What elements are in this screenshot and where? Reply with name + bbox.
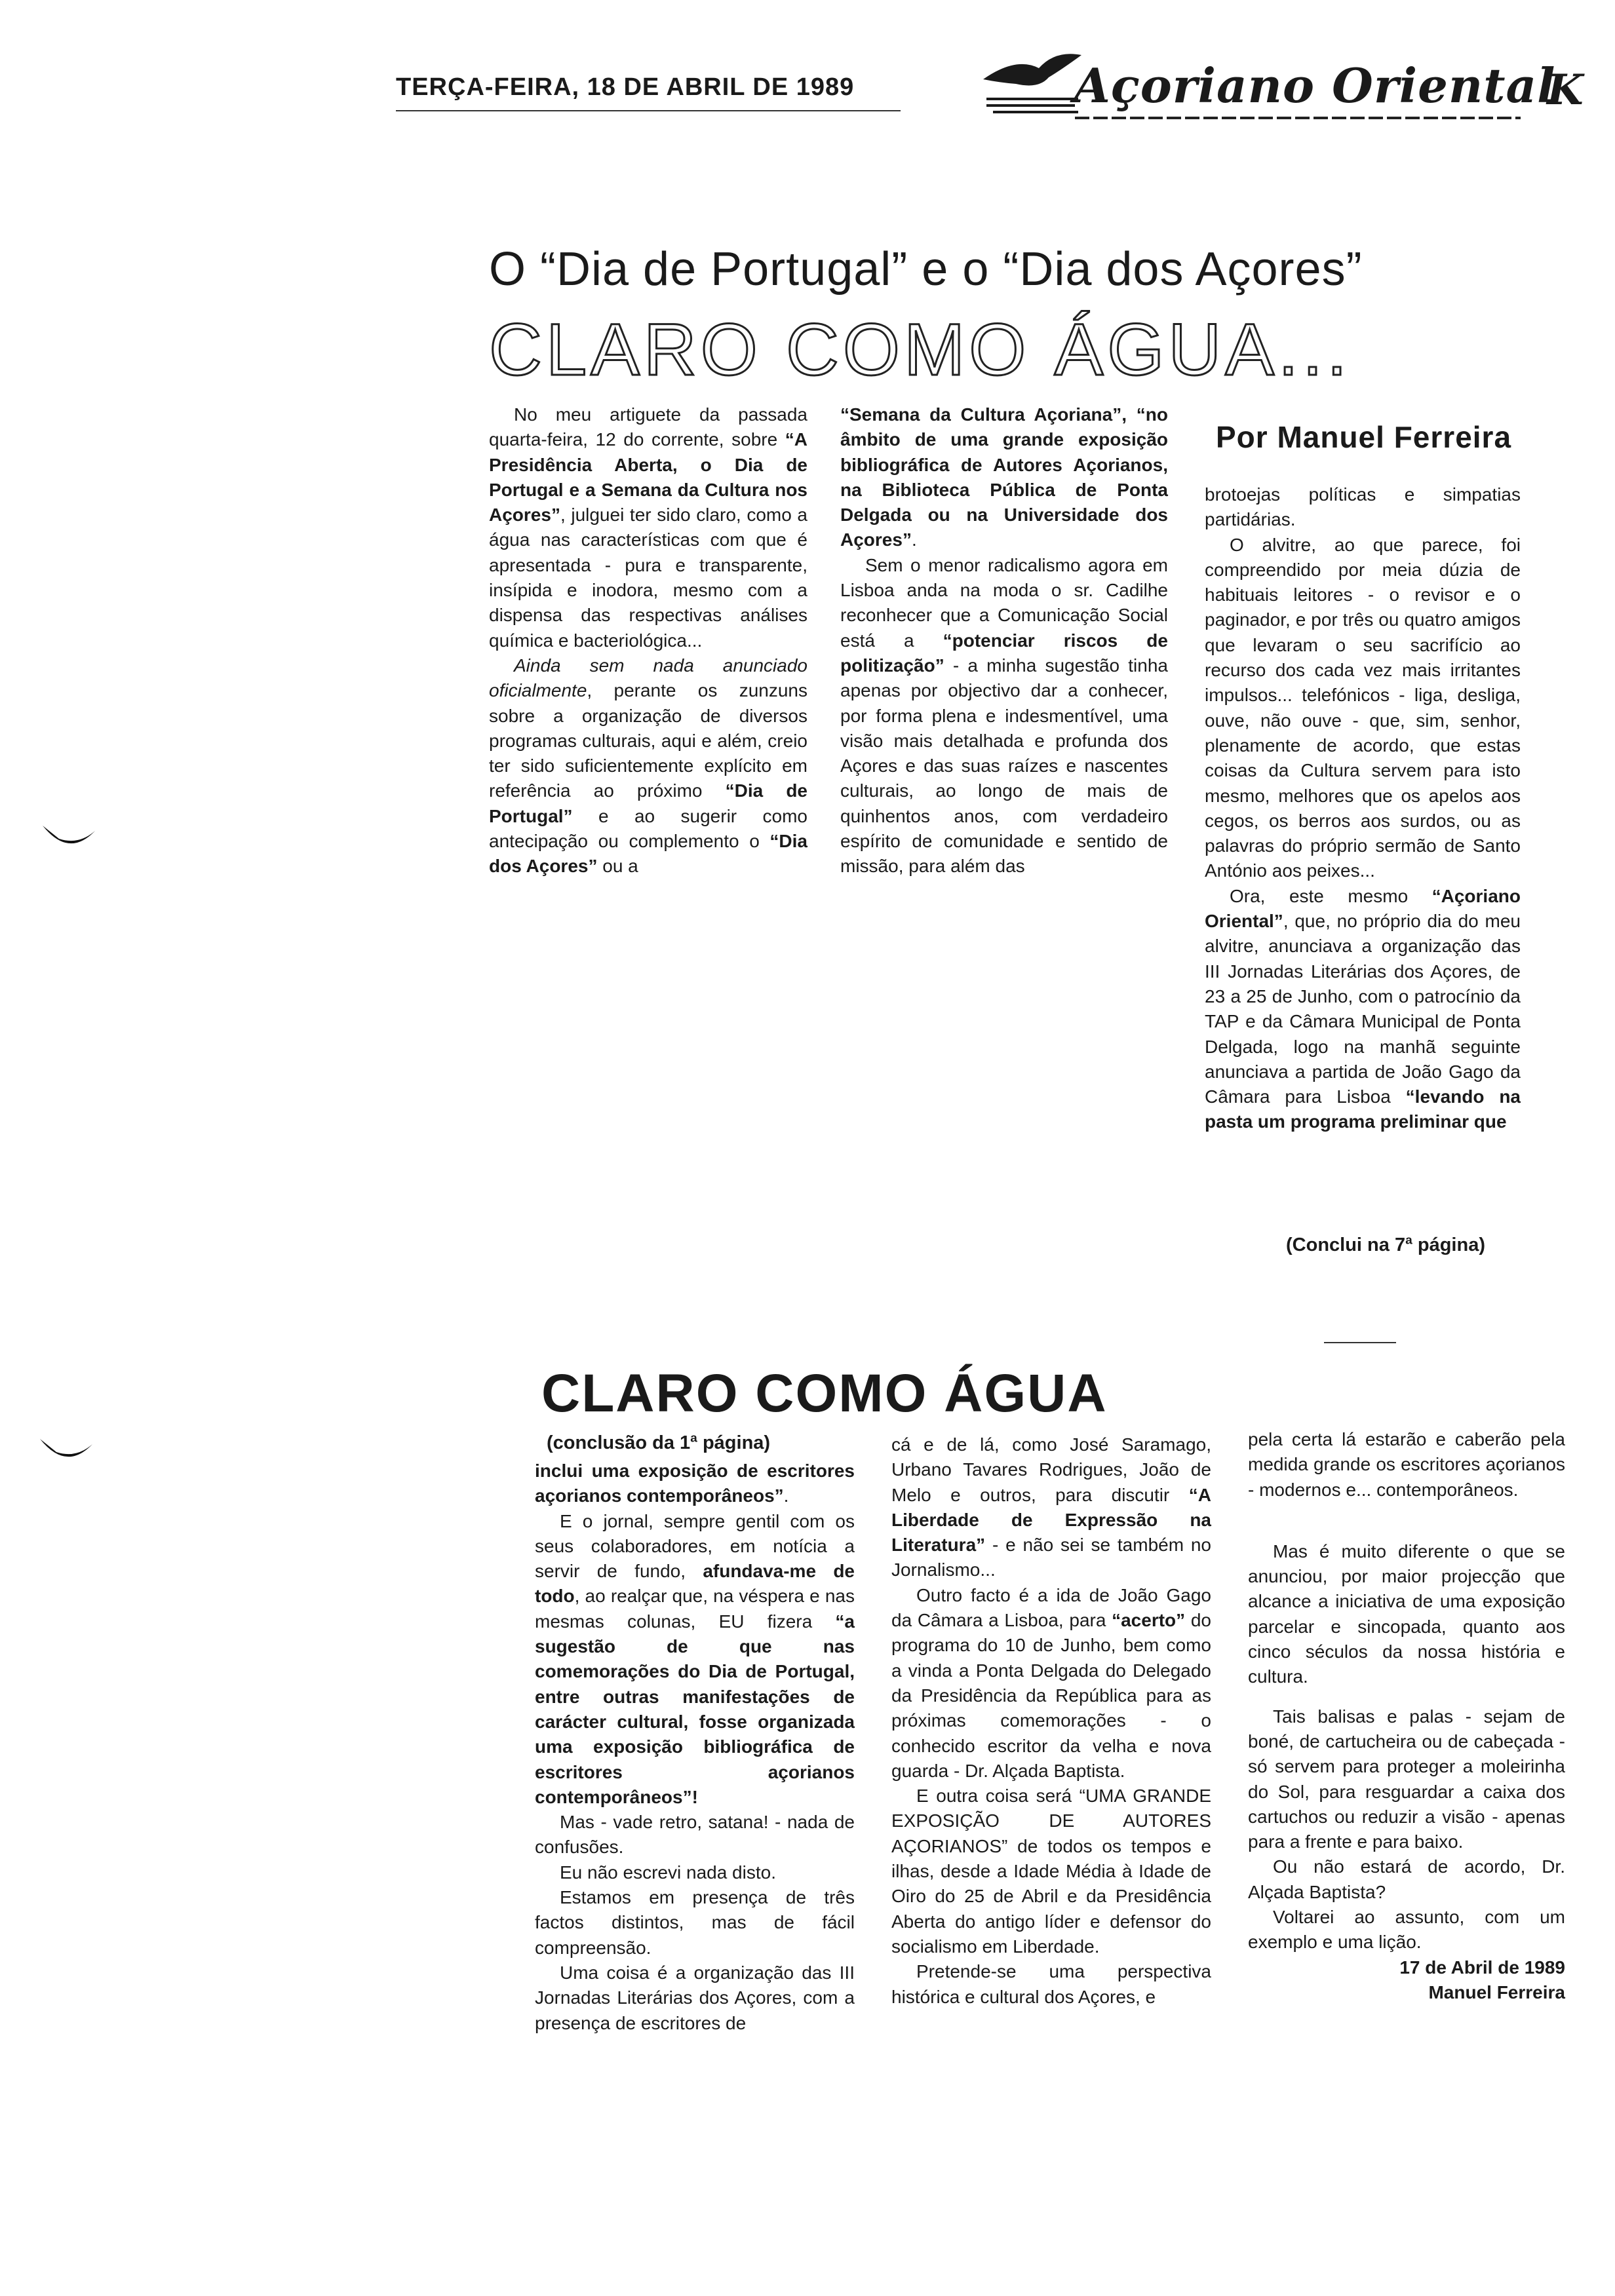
a2c3-p1: Mas é muito diferente o que se anunciou, por maior projecção que alcance a iniciativa de uma exposição parcelar e sincopada, quanto aos cinco séculos da nossa história e cultura.: [1248, 1540, 1565, 1687]
a2c1-p1-text: E o jornal, sempre gentil com os seus colaboradores, em notícia a servir de fundo,: [535, 1510, 855, 1582]
article1-author: Por Manuel Ferreira: [1216, 420, 1512, 454]
a2c3-p2: Tais balisas e palas - sejam de boné, de cartucheira ou de cabeçada - só servem para proteger a moleirinha do Sol, para resguardar a caixa dos cartuchos ou reduzir a visão - apenas para a frente e para baixo.: [1248, 1706, 1565, 1852]
a1c3-p0: brotoejas políticas e simpatias partidárias.: [1205, 484, 1521, 530]
a1c1-p2-italic: Ainda sem nada anunciado oficialmente: [489, 655, 808, 701]
article1-title-line2: CLARO COMO ÁGUA...: [489, 309, 1352, 391]
a1c1-p2-bold1: “Dia de Portugal”: [489, 780, 808, 826]
article1-title-line1: O “Dia de Portugal” e o “Dia dos Açores”: [489, 243, 1363, 296]
header-date: TERÇA-FEIRA, 18 DE ABRIL DE 1989: [396, 73, 855, 101]
a1c1-p1-text: No meu artiguete da passada quarta-feira, 12 do corrente, sobre: [489, 404, 808, 450]
a2c2-p1-text2: do programa do 10 de Junho, bem como a vinda a Ponta Delgada do Delegado da Presidência da República para as próximas comemorações - o conhecido escritor da velha e nova guarda - Dr. Alçada Baptista.: [891, 1610, 1211, 1781]
a1c3-p2-text2: , que, no próprio dia do meu alvitre, anunciava a organização das III Jornadas Literárias dos Açores, de 23 a 25 de Junho, com o patrocínio da TAP e da Câmara Municipal de Ponta Delgada, logo na manhã seguinte anunciava a partida de João Gago da Câmara para Lisboa: [1205, 911, 1521, 1107]
a1c1-p2-bold2: “Dia dos Açores”: [489, 831, 808, 877]
a2c1-p1-bold: afundava-me de todo: [535, 1561, 855, 1607]
a1c1-p1-bold: “A Presidência Aberta, o Dia de Portugal e a Semana da Cultura nos Açores”: [489, 429, 808, 526]
a1c3-p2-bold2: “levando na pasta um programa preliminar que: [1205, 1086, 1521, 1132]
header-rule: [396, 110, 901, 111]
a1c3-p2-bold: “Açoriano Oriental”: [1205, 885, 1521, 932]
a1c3-p2-text: Ora, este mesmo: [1230, 885, 1432, 906]
a2c2-p1-bold: “acerto”: [1112, 1610, 1186, 1631]
article1-column-1: [489, 402, 808, 879]
a2c3-date: 17 de Abril de 1989: [1399, 1957, 1565, 1978]
a2c2-p2: E outra coisa será “UMA GRANDE EXPOSIÇÃO DE AUTORES AÇORIANOS” de todos os tempos e ilhas, desde a Idade Média à Idade de Oiro do 25 de Abril e da Presidência Aberta do antigo líder e defensor do socialismo em Liberdade.: [891, 1786, 1211, 1957]
article2-column-3: [1248, 1427, 1565, 2005]
article2-column-1: [535, 1459, 855, 2036]
masthead-title: Açoriano Oriental: [1074, 58, 1556, 113]
a2c3-p3: Ou não estará de acordo, Dr. Alçada Baptista?: [1248, 1856, 1565, 1902]
a2c1-p0-bold: inclui uma exposição de escritores açorianos contemporâneos”: [535, 1461, 855, 1506]
a2c3-p4: Voltarei ao assunto, com um exemplo e uma lição.: [1248, 1907, 1565, 1953]
a2c1-p2: Mas - vade retro, satana! - nada de confusões.: [535, 1812, 855, 1858]
a1c2-p2-text2: - a minha sugestão tinha apenas por objectivo dar a conhecer, por forma plena e indesmentível, uma visão mais detalhada e profunda dos Açores e das suas raízes e nascentes culturais, ao longo de mais de quinhentos anos, com verdadeiro espírito de comunidade e sentido de missão, para além das: [840, 655, 1168, 877]
a2c1-p5: Uma coisa é a organização das III Jornadas Literárias dos Açores, com a presença de escritores de: [535, 1962, 855, 2033]
a2c2-p0-text2: - e não sei se também no Jornalismo...: [891, 1535, 1211, 1580]
article2-subtitle: (conclusão da 1ª página): [547, 1432, 771, 1453]
masthead-underline: [1075, 117, 1521, 119]
section-divider: [1324, 1342, 1396, 1343]
a2c2-p1-text: Outro facto é a ida de João Gago da Câmara a Lisboa, para: [891, 1584, 1211, 1631]
article1-column-3: [1205, 482, 1521, 1135]
eagle-logo-icon: [977, 43, 1088, 122]
a2c1-p4: Estamos em presença de três factos distintos, mas de fácil compreensão.: [535, 1887, 855, 1958]
a1c3-p1: O alvitre, ao que parece, foi compreendido por meia dúzia de habituais leitores - o revisor e o paginador, e por três ou quatro amigos que levaram o seu sacrifício ao recurso dos cada vez mais irritantes impulsos... telefónicos - liga, desliga, ouve, não ouve - que, sim, senhor, plenamente de acordo, que estas coisas da Cultura servem para isto mesmo, melhores que os apelos aos cegos, os berros aos surdos, ou as palavras do próprio sermão de Santo António aos peixes...: [1205, 534, 1521, 881]
punch-mark-bottom: [37, 1432, 96, 1472]
a2c1-p0-end: .: [783, 1485, 789, 1506]
a1c2-p2-bold: “potenciar riscos de politização”: [840, 630, 1168, 676]
article1-column-2: [840, 402, 1168, 879]
a2c2-p0-text: cá e de lá, como José Saramago, Urbano Tavares Rodrigues, João de Melo e outros, para discutir: [891, 1434, 1211, 1505]
punch-mark-top: [39, 819, 98, 858]
a1c2-p1-end: .: [911, 529, 917, 550]
a2c2-p0-bold: “A Liberdade de Expressão na Literatura”: [891, 1484, 1211, 1556]
article2-title: CLARO COMO ÁGUA: [541, 1364, 1108, 1423]
a1c1-p2-text2: e ao sugerir como antecipação ou complemento o: [489, 805, 808, 852]
a1c1-p1-text2: , julguei ter sido claro, como a água nas características com que é apresentada - pura e transparente, insípida e inodora, mesmo com a dispensa das respectivas análises química e bacteriológica...: [489, 505, 808, 651]
page-mark: K: [1547, 66, 1584, 115]
a1c2-p2-text: Sem o menor radicalismo agora em Lisboa anda na moda o sr. Cadilhe reconhecer que a Comunicação Social está a: [840, 554, 1168, 651]
article1-continued-note: (Conclui na 7ª página): [1286, 1234, 1485, 1255]
a2c1-p3: Eu não escrevi nada disto.: [560, 1862, 776, 1883]
a1c1-p2-text: , perante os zunzuns sobre a organização de diversos programas culturais, aqui e além, creio ter sido suficientemente explícito em referência ao próximo: [489, 680, 808, 801]
a2c2-p3: Pretende-se uma perspectiva histórica e cultural dos Açores, e: [891, 1961, 1211, 2007]
a2c3-signature: Manuel Ferreira: [1428, 1981, 1565, 2002]
a2c1-p1-bold2: “a sugestão de que nas comemorações do Dia de Portugal, entre outras manifestações de carácter cultural, fosse organizada uma exposição bibliográfica de escritores açorianos contemporâneos”!: [535, 1611, 855, 1807]
a2c3-p0: pela certa lá estarão e caberão pela medida grande os escritores açorianos - modernos e... contemporâneos.: [1248, 1429, 1565, 1500]
a2c1-p1-text2: , ao realçar que, na véspera e nas mesmas colunas, EU fizera: [535, 1586, 855, 1632]
a1c2-p1-bold: “Semana da Cultura Açoriana”, “no âmbito de uma grande exposição bibliográfica de Autores Açorianos, na Biblioteca Pública de Ponta Delgada ou na Universidade dos Açores”: [840, 404, 1168, 550]
a1c1-p2-text3: ou a: [597, 856, 638, 877]
article2-column-2: [891, 1432, 1211, 2010]
masthead: [977, 43, 1556, 128]
